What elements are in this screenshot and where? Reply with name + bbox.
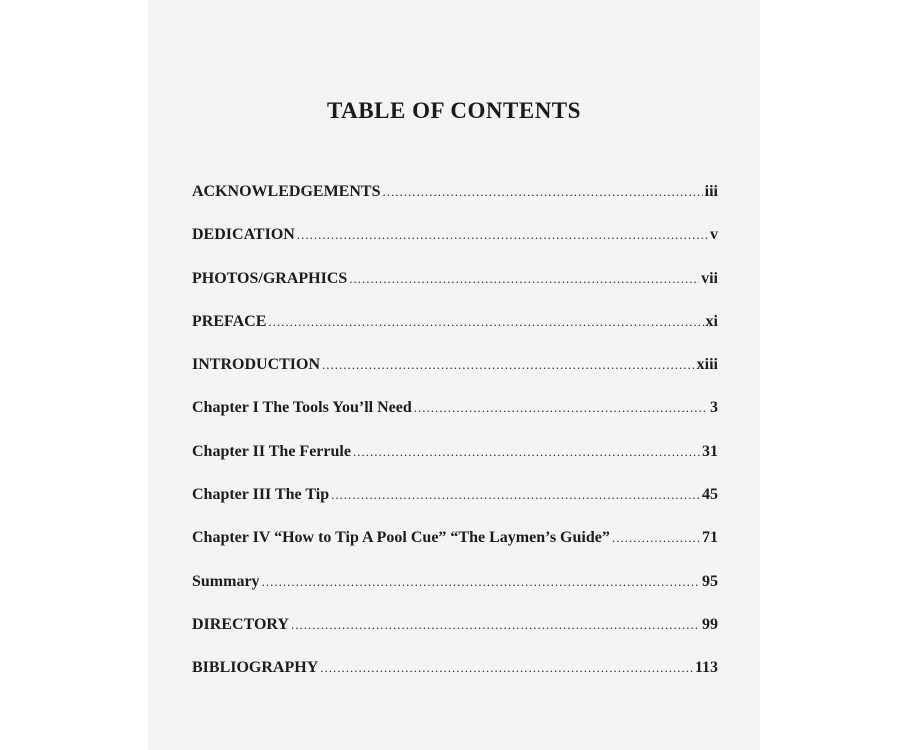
toc-entry-page-number: xiii	[696, 356, 718, 374]
toc-entry-summary	[192, 573, 718, 616]
toc-entry-label: BIBLIOGRAPHY	[192, 659, 319, 677]
toc-entry-label: PREFACE	[192, 312, 267, 330]
dot-leader	[612, 530, 700, 546]
toc-entry-chapter-4	[192, 529, 718, 572]
toc-entry-page-number: v	[710, 226, 718, 244]
toc-entry-label: INTRODUCTION	[192, 356, 321, 374]
dot-leader	[320, 660, 693, 676]
toc-entry-label: Chapter III The Tip	[192, 486, 330, 504]
toc-entry-label: DEDICATION	[192, 226, 295, 244]
toc-entry-page-number: 3	[710, 399, 718, 417]
toc-entry-chapter-2	[192, 443, 718, 486]
toc-entry-label: Summary	[192, 572, 260, 590]
toc-entry-page-number: iii	[704, 183, 718, 200]
toc-entry-page-number: 31	[702, 442, 718, 460]
dot-leader	[353, 444, 700, 460]
dot-leader	[291, 617, 700, 633]
toc-entry-dedication	[192, 226, 718, 269]
toc-entry-label: Chapter I The Tools You’ll Need	[192, 399, 412, 417]
dot-leader	[268, 314, 703, 330]
dot-leader	[382, 184, 702, 200]
toc-entry-label: ACKNOWLEDGEMENTS	[192, 183, 381, 200]
toc-entry-page-number: 95	[702, 572, 718, 590]
toc-entry-bibliography	[192, 659, 718, 702]
dot-leader	[349, 271, 699, 287]
toc-entry-label: Chapter II The Ferrule	[192, 442, 351, 460]
toc-entry-preface	[192, 313, 718, 356]
toc-entry-directory	[192, 616, 718, 659]
toc-entry-acknowledgements	[192, 183, 718, 226]
page-title: TABLE OF CONTENTS	[327, 98, 581, 123]
toc-entry-page-number: vii	[701, 269, 718, 287]
table-of-contents	[192, 183, 718, 703]
toc-entry-introduction	[192, 356, 718, 399]
toc-entry-label: PHOTOS/GRAPHICS	[192, 269, 348, 287]
toc-entry-page-number: xi	[705, 312, 718, 330]
dot-leader	[297, 227, 708, 243]
toc-entry-page-number: 45	[702, 486, 718, 504]
document-page	[148, 0, 760, 750]
toc-entry-label: DIRECTORY	[192, 615, 289, 633]
toc-entry-page-number: 99	[702, 615, 718, 633]
toc-entry-page-number: 113	[694, 659, 718, 677]
toc-entry-label: Chapter IV “How to Tip A Pool Cue” “The Laymen’s Guide”	[192, 529, 610, 547]
dot-leader	[322, 357, 695, 373]
toc-entry-photos-graphics	[192, 270, 718, 313]
toc-entry-chapter-1	[192, 399, 718, 442]
dot-leader	[262, 574, 700, 590]
toc-entry-chapter-3	[192, 486, 718, 529]
dot-leader	[414, 400, 708, 416]
toc-entry-page-number: 71	[702, 529, 718, 547]
dot-leader	[331, 487, 700, 503]
